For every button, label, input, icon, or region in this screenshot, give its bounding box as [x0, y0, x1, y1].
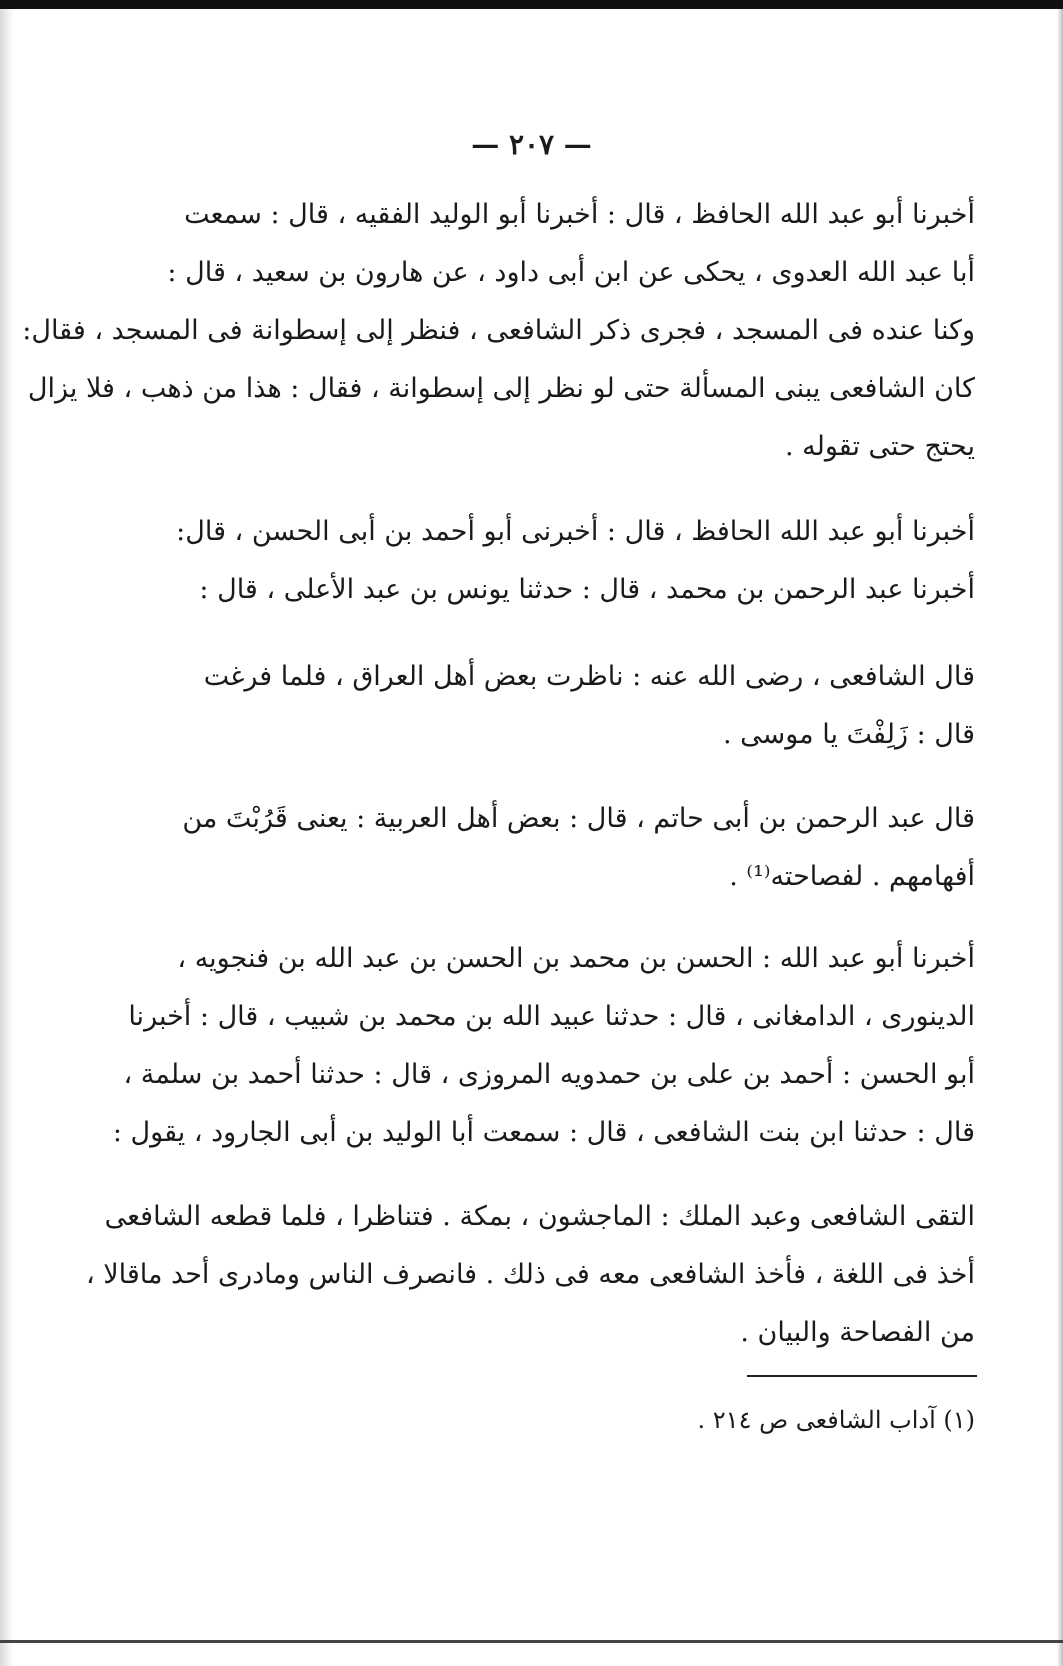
page-number: — ٢٠٧ —	[471, 128, 592, 161]
paragraph-line: أخذ فى اللغة ، فأخذ الشافعى معه فى ذلك . فانصرف الناس ومادرى أحد ماقالا ،	[85, 1259, 975, 1290]
paragraph-2	[176, 503, 975, 619]
page-bottom-line	[0, 1640, 1063, 1643]
paragraph-4	[182, 790, 975, 906]
paragraph-line: وكنا عنده فى المسجد ، فجرى ذكر الشافعى ، فنظر إلى إسطوانة فى المسجد ، فقال:	[22, 315, 975, 346]
paragraph-line: أخبرنا أبو عبد الله : الحسن بن محمد بن الحسن بن عبد الله بن فنجويه ،	[177, 943, 975, 974]
paragraph-line: الدينورى ، الدامغانى ، قال : حدثنا عبيد الله بن محمد بن شبيب ، قال : أخبرنا	[128, 1001, 975, 1032]
paragraph-5	[112, 930, 975, 1162]
paragraph-line: قال : حدثنا ابن بنت الشافعى ، قال : سمعت أبا الوليد بن أبى الجارود ، يقول :	[112, 1117, 975, 1148]
paragraph-line: كان الشافعى يبنى المسألة حتى لو نظر إلى إسطوانة ، فقال : هذا من ذهب ، فلا يزال	[27, 373, 975, 404]
paragraph-line: قال عبد الرحمن بن أبى حاتم ، قال : بعض أهل العربية : يعنى قَرُبْتَ من	[182, 803, 975, 834]
paragraph-line: قال الشافعى ، رضى الله عنه : ناظرت بعض أهل العراق ، فلما فرغت	[203, 661, 975, 692]
footnote-separator	[747, 1375, 977, 1377]
page-left-edge	[0, 9, 14, 1666]
paragraph-line: أخبرنا عبد الرحمن بن محمد ، قال : حدثنا يونس بن عبد الأعلى ، قال :	[199, 574, 975, 605]
paragraph-6	[85, 1188, 975, 1362]
paragraph-1	[22, 186, 975, 476]
paragraph-line: أبا عبد الله العدوى ، يحكى عن ابن أبى داود ، عن هارون بن سعيد ، قال :	[167, 257, 975, 288]
paragraph-line: يحتج حتى تقوله .	[784, 431, 975, 462]
paragraph-line: قال : زَلِفْتَ يا موسى .	[722, 719, 975, 750]
page-top-edge	[0, 0, 1063, 9]
paragraph-line: من الفصاحة والبيان .	[740, 1317, 975, 1348]
paragraph-line: أبو الحسن : أحمد بن على بن حمدويه المروزى ، قال : حدثنا أحمد بن سلمة ،	[123, 1059, 975, 1090]
paragraph-line: أخبرنا أبو عبد الله الحافظ ، قال : أخبرنى أبو أحمد بن أبى الحسن ، قال:	[176, 516, 975, 547]
paragraph-line: أفهامهم . لفصاحته⁽¹⁾ .	[729, 861, 975, 892]
page-right-edge	[1057, 9, 1063, 1666]
paragraph-3	[205, 648, 975, 764]
paragraph-line: أخبرنا أبو عبد الله الحافظ ، قال : أخبرنا أبو الوليد الفقيه ، قال : سمعت	[184, 199, 975, 230]
footnote: (١) آداب الشافعى ص ٢١٤ .	[697, 1406, 975, 1434]
paragraph-line: التقى الشافعى وعبد الملك : الماجشون ، بمكة . فتناظرا ، فلما قطعه الشافعى	[104, 1201, 975, 1232]
